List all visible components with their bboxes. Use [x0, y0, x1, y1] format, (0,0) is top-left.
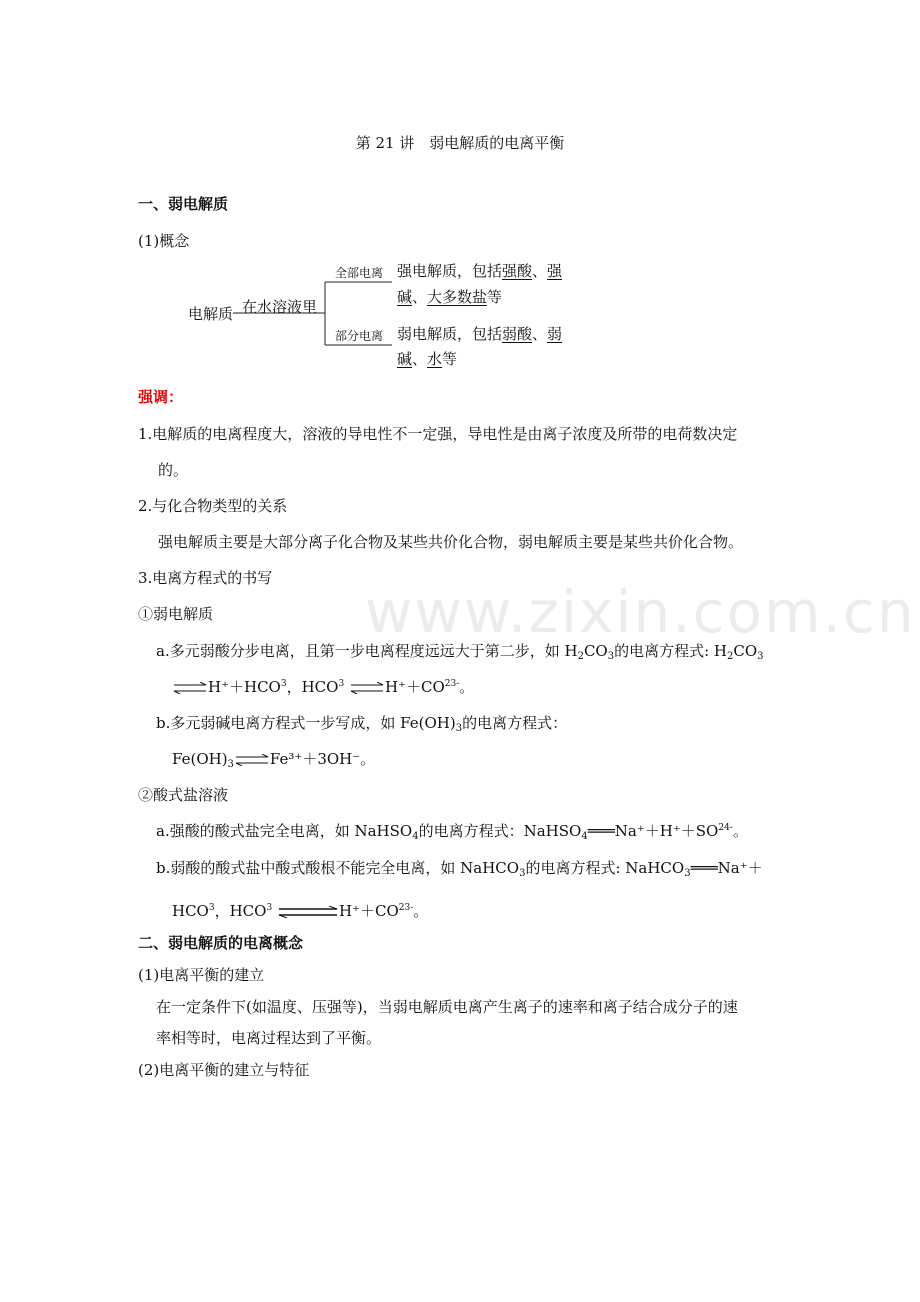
polyprotic-acid-text: a.多元弱酸分步电离，且第一步电离程度远远大于第二步，如 $H_2CO_3$的电离方程式: $H_2CO_3$ [156, 642, 764, 662]
point3-title: 3.电离方程式的书写 [138, 569, 273, 587]
section2-heading: 二、弱电解质的电离概念 [138, 934, 304, 952]
strong-acid-salt-text: a.强酸的酸式盐完全电离，如 NaHSO$_4$的电离方程式：$NaHSO_4═══Na^++H^++SO^{24-}$。 [156, 822, 748, 842]
weak-electrolyte-subheading: ①弱电解质 [138, 605, 214, 623]
equilibrium-arrow-icon [277, 906, 339, 918]
polyprotic-acid-equation: $H^++HCO^3$，HCO$^3$ $H^++CO^{23-}$。 [172, 676, 474, 697]
weak-acid-salt-text: b.弱酸的酸式盐中酸式酸根不能完全电离，如 NaHCO$_3$的电离方程式: NaHCO$_3$═══Na⁺＋ [156, 859, 763, 879]
point1-line2: 的。 [158, 461, 189, 479]
section1-heading: 一、弱电解质 [138, 195, 229, 213]
point2-body: 强电解质主要是大部分离子化合物及某些共价化合物，弱电解质主要是某些共价化合物。 [158, 533, 744, 551]
polybasic-base-equation: $Fe(OH)_3$ Fe³⁺＋3OH⁻。 [172, 750, 376, 770]
equilibrium-arrow-icon [234, 754, 270, 766]
emphasis-label: 强调： [138, 388, 184, 406]
diagram-condition: 在水溶液里 [242, 298, 318, 316]
concept-subheading: (1)概念 [138, 232, 190, 250]
diagram-strong-line1: 强电解质，包括强酸、强 [397, 262, 563, 280]
diagram-weak-line2: 碱、水等 [397, 350, 458, 368]
equilibrium-establishment-subheading: (1)电离平衡的建立 [138, 966, 265, 984]
equilibrium-body-line2: 率相等时，电离过程达到了平衡。 [156, 1029, 382, 1047]
acid-salt-subheading: ②酸式盐溶液 [138, 786, 229, 804]
point1-line1: 1.电解质的电离程度大，溶液的导电性不一定强，导电性是由离子浓度及所带的电荷数决定 [138, 425, 738, 443]
diagram-weak-line1: 弱电解质，包括弱酸、弱 [397, 325, 563, 343]
equilibrium-features-subheading: (2)电离平衡的建立与特征 [138, 1061, 310, 1079]
equilibrium-arrow-icon [349, 682, 385, 694]
page-title: 第 21 讲 弱电解质的电离平衡 [355, 134, 565, 152]
point2-title: 2.与化合物类型的关系 [138, 497, 288, 515]
diagram-strong-line2: 碱、大多数盐等 [397, 288, 503, 306]
diagram-bottom-branch: 部分电离 [335, 329, 384, 343]
equilibrium-body-line1: 在一定条件下(如温度、压强等)，当弱电解质电离产生离子的速率和离子结合成分子的速 [156, 998, 738, 1016]
watermark: www.zixin.com.cn [365, 578, 916, 646]
equilibrium-arrow-icon [172, 682, 208, 694]
diagram-top-branch: 全部电离 [335, 266, 384, 280]
polybasic-base-text: b.多元弱碱电离方程式一步写成，如 $Fe(OH)_3$的电离方程式： [156, 714, 568, 734]
diagram-electrolyte: 电解质 [188, 305, 234, 323]
weak-acid-salt-equation: HCO$^3$，HCO$^3$ $H^++CO^{23-}$。 [172, 902, 429, 920]
